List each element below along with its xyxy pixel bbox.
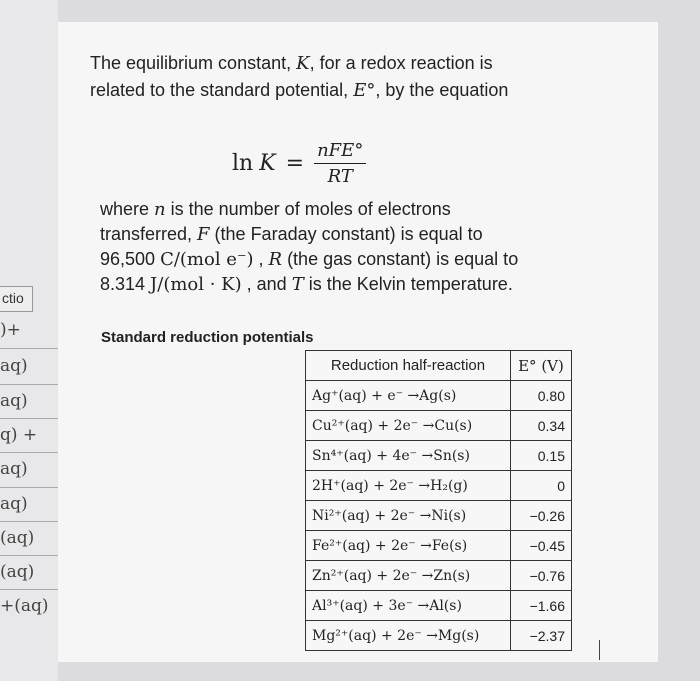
potential-value: 0.80	[511, 381, 572, 411]
faraday-unit: C/(mol e⁻)	[160, 249, 254, 270]
background-page-fragment	[0, 0, 58, 681]
definition-text: where	[100, 199, 155, 219]
background-divider	[0, 589, 58, 590]
var-f: F	[197, 224, 210, 245]
half-reaction: Al³⁺(aq) + 3e⁻ →Al(s)	[306, 591, 511, 621]
potential-value: 0.34	[511, 411, 572, 441]
definition-text: is the number of moles of electrons transferred,	[100, 199, 451, 244]
reduction-potentials-table	[305, 350, 572, 651]
header-potential: E° (V)	[511, 351, 572, 381]
intro-text: The equilibrium constant,	[90, 53, 297, 73]
background-fragment: aq)	[0, 391, 28, 411]
potential-value: −0.45	[511, 531, 572, 561]
table-row	[306, 621, 572, 651]
background-fragment: (aq)	[0, 562, 35, 582]
background-divider	[0, 521, 58, 522]
background-divider	[0, 348, 58, 349]
half-reaction: 2H⁺(aq) + 2e⁻ →H₂(g)	[306, 471, 511, 501]
potential-value: −2.37	[511, 621, 572, 651]
half-reaction: Mg²⁺(aq) + 2e⁻ →Mg(s)	[306, 621, 511, 651]
background-fragment: (aq)	[0, 528, 35, 548]
half-reaction: Sn⁴⁺(aq) + 4e⁻ →Sn(s)	[306, 441, 511, 471]
definition-text: (the gas constant) is equal to 8.314	[100, 249, 519, 294]
variable-definitions	[100, 197, 520, 297]
definition-text: is the Kelvin temperature.	[303, 274, 513, 294]
background-divider	[0, 487, 58, 488]
potential-value: −0.76	[511, 561, 572, 591]
definition-text: ,	[253, 249, 269, 269]
fraction-numerator: nFE°	[314, 140, 366, 164]
half-reaction: Cu²⁺(aq) + 2e⁻ →Cu(s)	[306, 411, 511, 441]
half-reaction: Ag⁺(aq) + e⁻ →Ag(s)	[306, 381, 511, 411]
background-label: ctio	[2, 290, 24, 306]
equation-fraction	[314, 140, 366, 187]
background-fragment: +(aq)	[0, 596, 49, 616]
background-fragment: q) +	[0, 425, 38, 445]
table-row	[306, 591, 572, 621]
table-row	[306, 381, 572, 411]
background-divider	[0, 418, 58, 419]
var-e-standard: E°	[353, 80, 376, 101]
var-k: K	[296, 53, 310, 74]
var-r: R	[268, 249, 283, 270]
text-cursor	[599, 640, 600, 660]
intro-text: , for a redox reaction is related to the standard potential,	[90, 53, 493, 100]
fraction-denominator: RT	[327, 165, 353, 187]
equilibrium-equation	[232, 138, 366, 188]
gas-constant-unit: J/(mol · K)	[150, 274, 242, 295]
background-fragment: aq)	[0, 459, 28, 479]
equation-lhs-var: K	[259, 150, 276, 176]
ln-function: ln	[232, 150, 254, 176]
half-reaction: Ni²⁺(aq) + 2e⁻ →Ni(s)	[306, 501, 511, 531]
potential-value: −1.66	[511, 591, 572, 621]
potential-value: −0.26	[511, 501, 572, 531]
background-fragment: aq)	[0, 356, 28, 376]
table-row	[306, 411, 572, 441]
intro-text: , by the equation	[375, 80, 509, 100]
table-row	[306, 531, 572, 561]
table-row	[306, 441, 572, 471]
background-fragment: )+	[0, 320, 21, 340]
background-divider	[0, 384, 58, 385]
background-divider	[0, 452, 58, 453]
var-n: n	[154, 199, 166, 220]
definition-text: (the Faraday constant) is equal to 96,500	[100, 224, 483, 269]
half-reaction: Fe²⁺(aq) + 2e⁻ →Fe(s)	[306, 531, 511, 561]
half-reaction: Zn²⁺(aq) + 2e⁻ →Zn(s)	[306, 561, 511, 591]
table-row	[306, 561, 572, 591]
equals-sign: =	[285, 150, 305, 176]
table-title: Standard reduction potentials	[101, 329, 314, 346]
table-header-row	[306, 351, 572, 381]
var-t: T	[291, 274, 304, 295]
table-row	[306, 501, 572, 531]
intro-paragraph	[90, 50, 530, 104]
header-reaction: Reduction half-reaction	[306, 351, 511, 381]
background-label-box	[0, 286, 33, 312]
table-row	[306, 471, 572, 501]
potential-value: 0	[511, 471, 572, 501]
potential-value: 0.15	[511, 441, 572, 471]
background-divider	[0, 555, 58, 556]
definition-text: , and	[241, 274, 292, 294]
background-fragment: aq)	[0, 494, 28, 514]
